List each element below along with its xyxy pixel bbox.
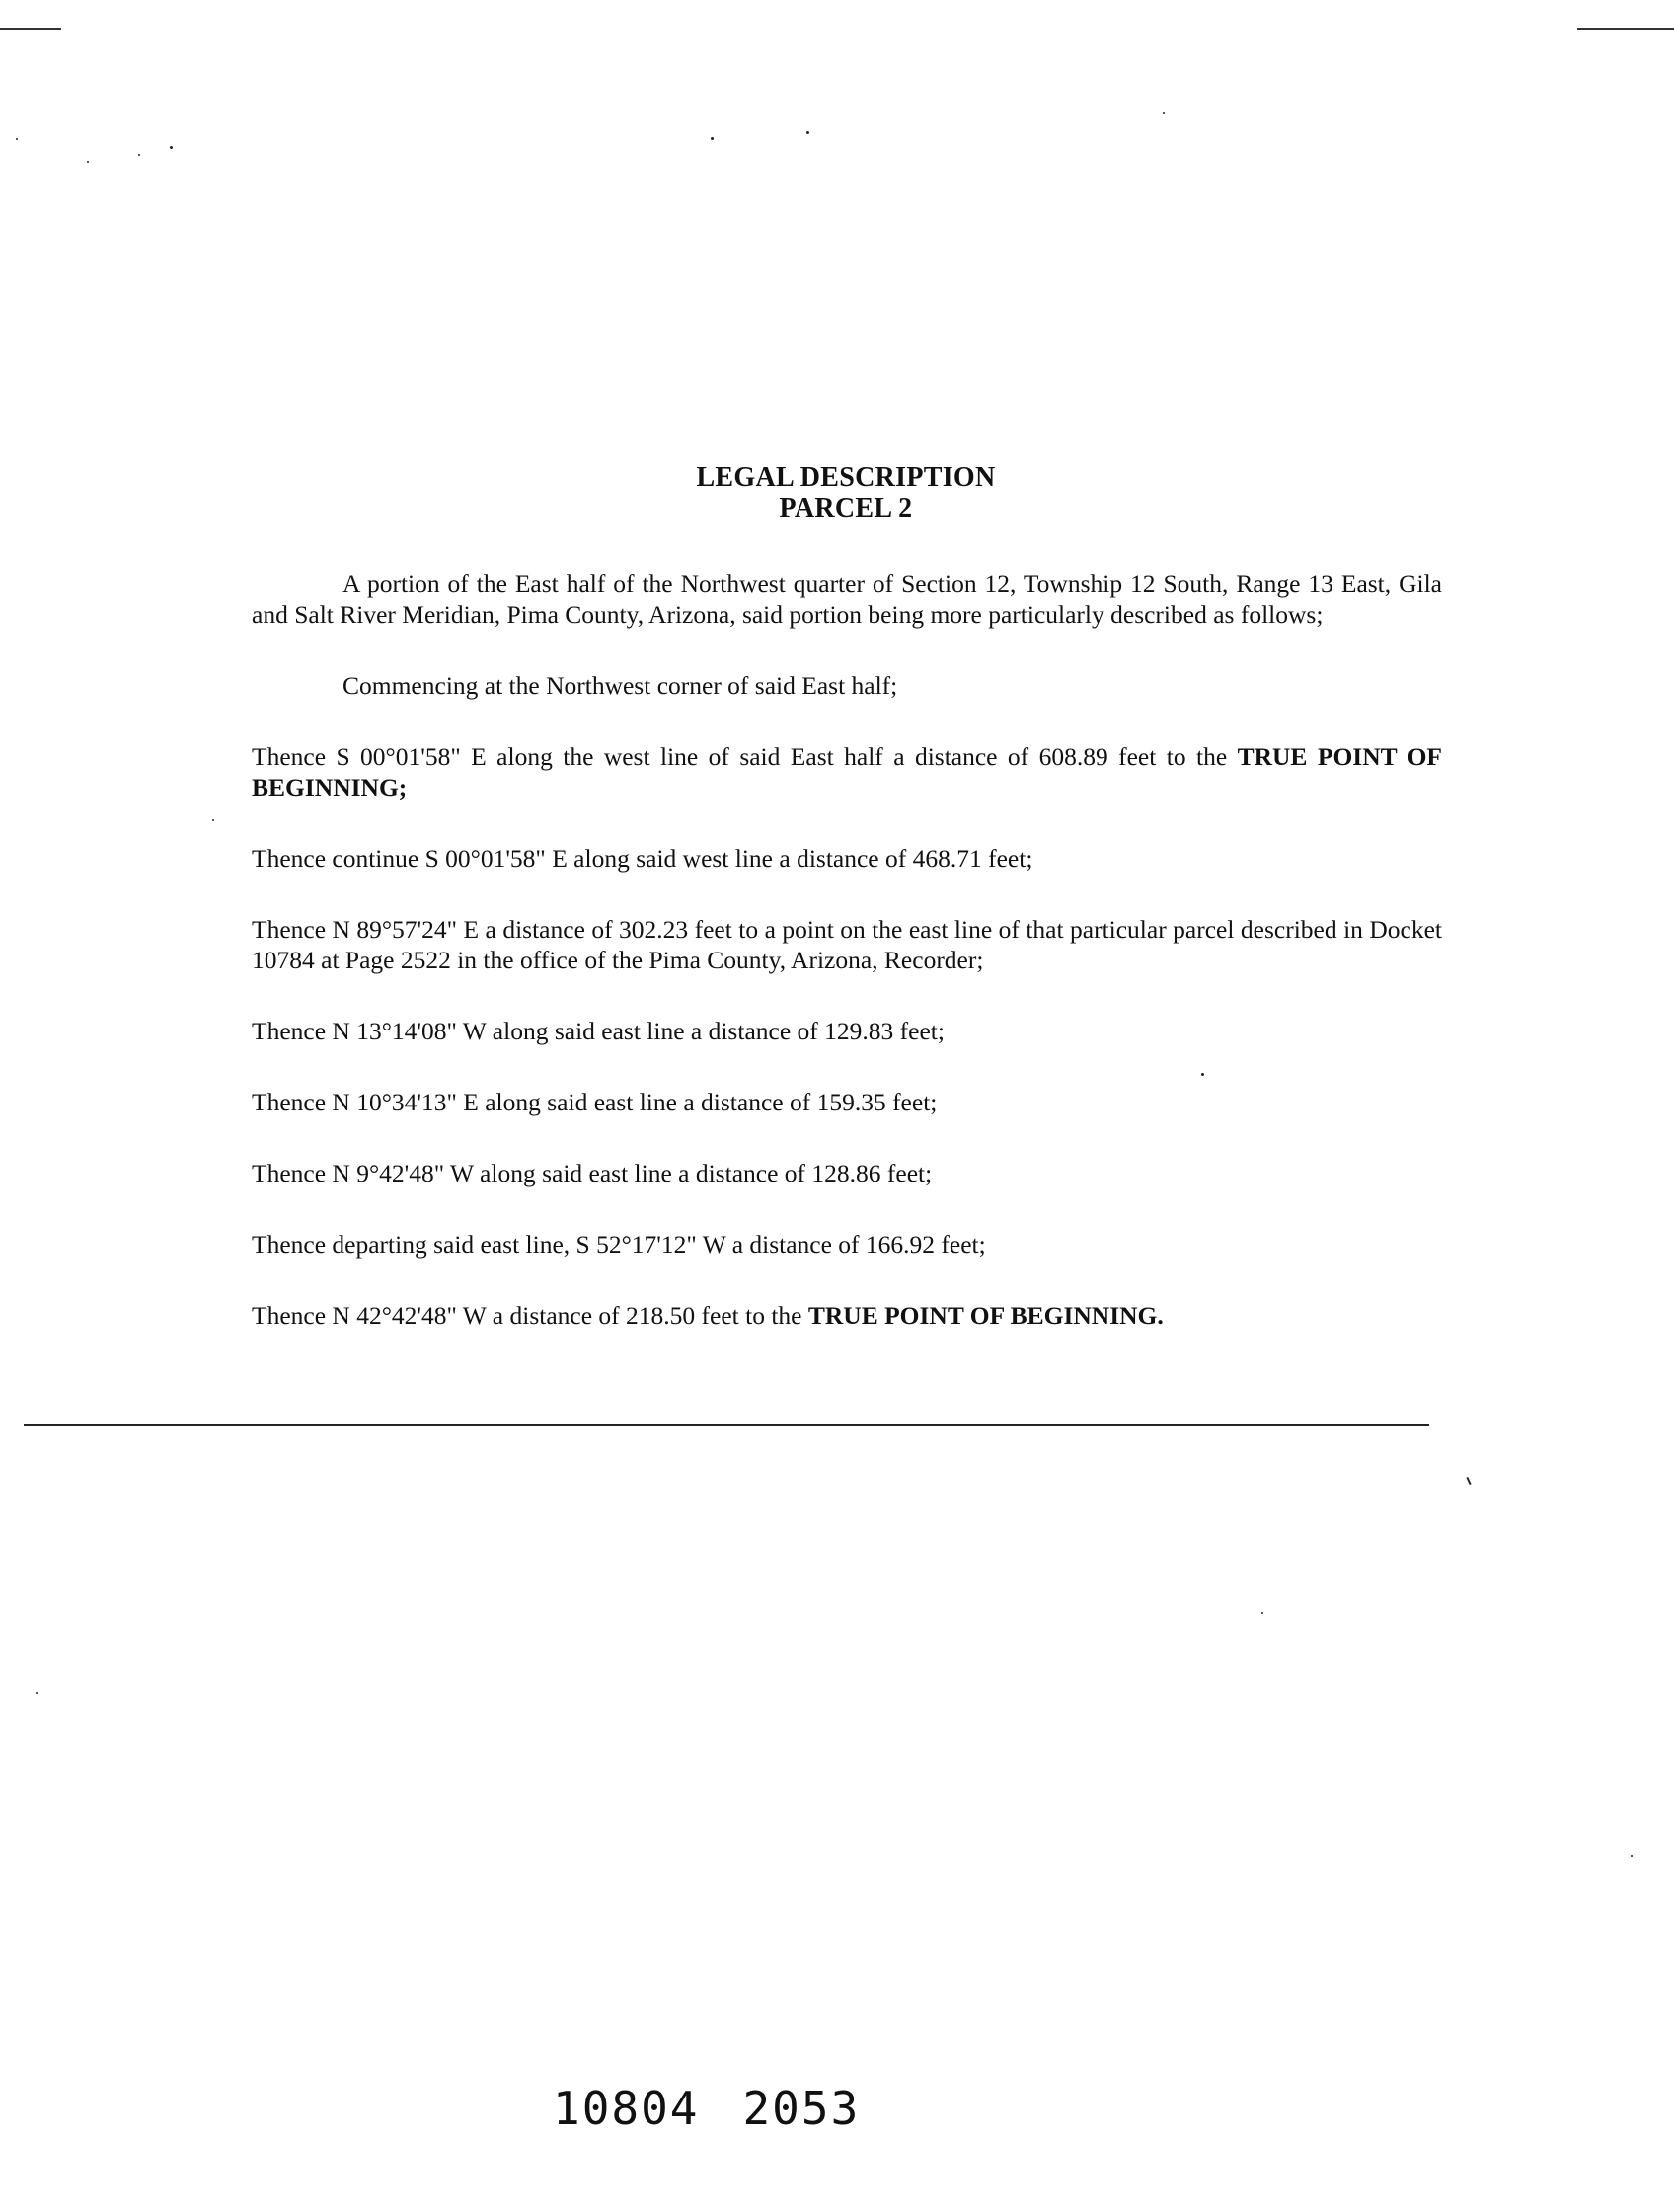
- scan-speck: [1631, 1855, 1633, 1857]
- course-paragraph-6: Thence N 9°42'48" W along said east line a distance of 128.86 feet;: [252, 1159, 933, 1187]
- recording-number: [553, 2082, 860, 2135]
- page-number: 2053: [742, 2082, 861, 2135]
- scan-speck: [212, 819, 214, 821]
- commencing-paragraph: Commencing at the Northwest corner of said East half;: [342, 671, 898, 700]
- course-8-emphasis: TRUE POINT OF BEGINNING.: [807, 1301, 1164, 1330]
- heading-parcel: PARCEL 2: [779, 494, 913, 524]
- course-paragraph-8: [252, 1300, 1442, 1331]
- scan-speck: [170, 146, 173, 149]
- document-heading: [0, 462, 1674, 525]
- scan-speck: [87, 161, 89, 163]
- course-paragraph-3: Thence N 89°57'24" E a distance of 302.23 feet to a point on the east line of that particular parcel described in Docket 10784 at Page 2522 in the office of the Pima County, Arizona, Recorder;: [252, 915, 1442, 974]
- scan-edge-line-right: [1577, 28, 1674, 30]
- heading-title: LEGAL DESCRIPTION: [696, 462, 996, 493]
- scan-edge-line-left: [0, 28, 61, 30]
- scan-speck: [1163, 112, 1165, 114]
- course-paragraph-2: Thence continue S 00°01'58" E along said west line a distance of 468.71 feet;: [252, 844, 1033, 873]
- scan-speck: [711, 137, 714, 140]
- section-divider: [24, 1424, 1429, 1426]
- course-8-text: Thence N 42°42'48" W a distance of 218.50 feet to the: [252, 1301, 808, 1330]
- course-paragraph-4: Thence N 13°14'08" W along said east line a distance of 129.83 feet;: [252, 1017, 945, 1045]
- course-paragraph-7: Thence departing said east line, S 52°17'12" W a distance of 166.92 feet;: [252, 1230, 986, 1259]
- scan-speck: [1261, 1612, 1263, 1614]
- scan-speck: [16, 138, 18, 140]
- course-paragraph-5: Thence N 10°34'13" E along said east line a distance of 159.35 feet;: [252, 1088, 938, 1116]
- scan-speck: [806, 131, 809, 134]
- course-paragraph-1: [252, 741, 1442, 802]
- legal-description-body: [252, 569, 1442, 1371]
- scan-speck: [1466, 1477, 1471, 1485]
- course-1-text: Thence S 00°01'58" E along the west line of said East half a distance of 608.89 feet to the: [252, 742, 1238, 771]
- intro-paragraph: A portion of the East half of the Northwest quarter of Section 12, Township 12 South, Range 13 East, Gila and Salt River Meridian, Pima County, Arizona, said portion being more particularly described as follows;: [252, 570, 1442, 629]
- scan-speck: [36, 1692, 38, 1694]
- course-1-emphasis: TRUE POINT OF BEGINNING;: [252, 742, 1442, 801]
- scan-speck: [138, 154, 140, 156]
- docket-number: 10804: [553, 2082, 700, 2135]
